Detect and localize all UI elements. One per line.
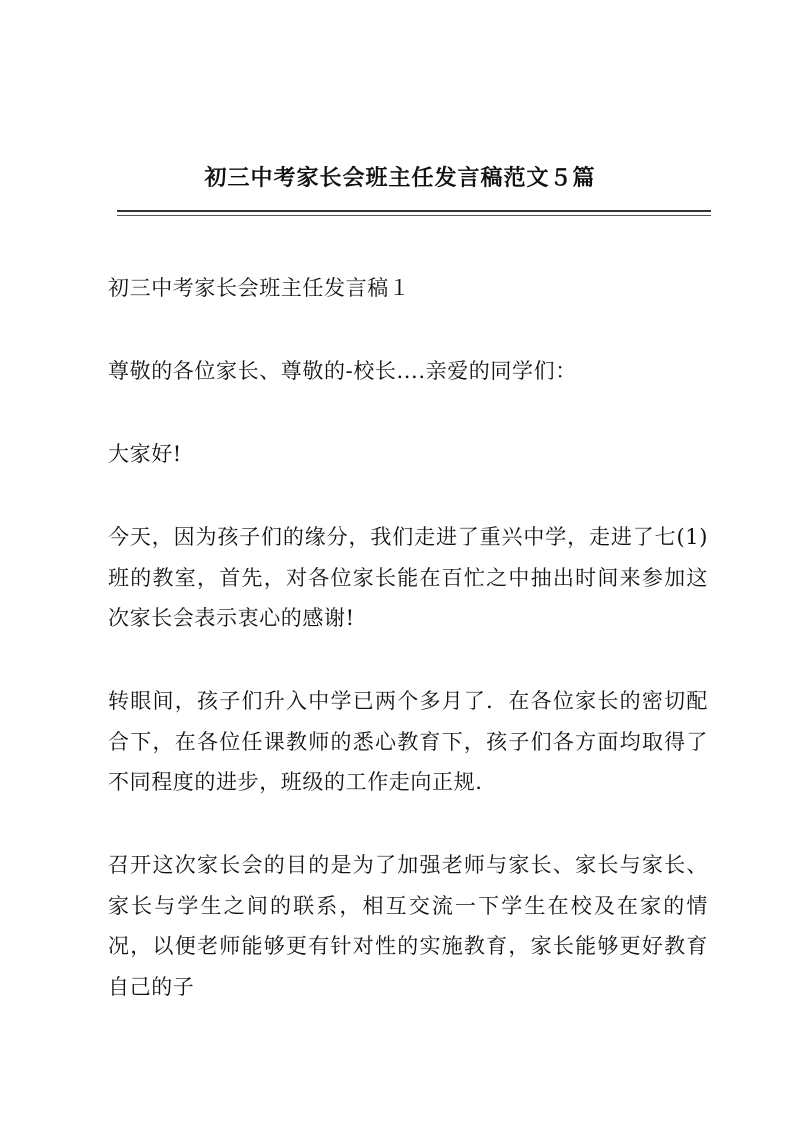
salutation-paragraph: 尊敬的各位家长、尊敬的-校长....亲爱的同学们： — [108, 359, 577, 383]
section-heading: 初三中考家长会班主任发言稿１ — [108, 276, 411, 300]
title-underline — [117, 210, 711, 212]
body-paragraph: 今天，因为孩子们的缘分，我们走进了重兴中学，走进了七(1)班的教室，首先，对各位家长能在百忙之中抽出时间来参加这次家长会表示衷心的感谢! — [108, 525, 708, 630]
page-title: 初三中考家长会班主任发言稿范文５篇 — [204, 165, 596, 191]
body-paragraph: 召开这次家长会的目的是为了加强老师与家长、家长与家长、家长与学生之间的联系，相互交流一下学生在校及在家的情况，以便老师能够更有针对性的实施教育，家长能够更好教育自己的子 — [108, 853, 708, 999]
greeting-paragraph: 大家好! — [108, 442, 182, 466]
body-paragraph: 转眼间，孩子们升入中学已两个多月了．在各位家长的密切配合下，在各位任课教师的悉心教育下，孩子们各方面均取得了不同程度的进步，班级的工作走向正规. — [108, 689, 708, 794]
title-underline-thin — [117, 215, 711, 216]
